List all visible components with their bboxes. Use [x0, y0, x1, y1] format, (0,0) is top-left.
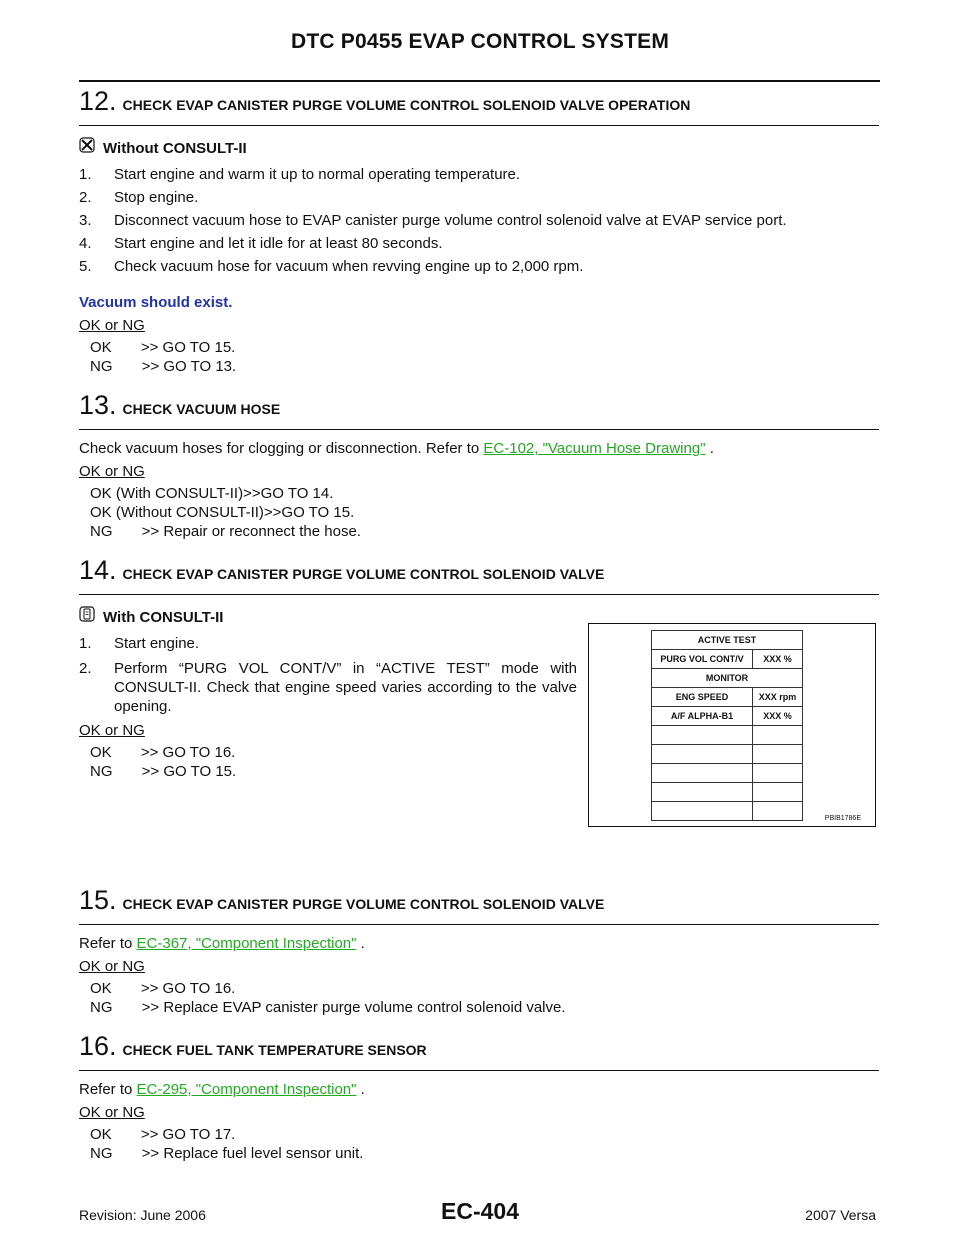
table-cell: XXX % [753, 707, 803, 726]
table-cell: XXX rpm [753, 688, 803, 707]
step-12-list [79, 163, 879, 278]
table-cell: XXX % [753, 650, 803, 669]
mode-label: Without CONSULT-II [103, 140, 247, 157]
empty-cell [753, 764, 803, 783]
step-number: 14. [79, 555, 117, 585]
result-row: OK (With CONSULT-II)>>GO TO 14. [90, 485, 334, 502]
mode-with-consult [79, 609, 577, 626]
results [79, 484, 879, 541]
step-number: 15. [79, 885, 117, 915]
empty-cell [652, 783, 753, 802]
empty-cell [753, 745, 803, 764]
footer-revision: Revision: June 2006 [79, 1207, 206, 1223]
step-13-text: Check vacuum hoses for clogging or disconnection. Refer to EC-102, "Vacuum Hose Drawing" . [79, 440, 714, 457]
table-cell: PURG VOL CONT/V [652, 650, 753, 669]
result-row: NG >> Replace fuel level sensor unit. [90, 1145, 364, 1162]
step-number: 13. [79, 390, 117, 420]
empty-cell [652, 802, 753, 821]
empty-cell [652, 745, 753, 764]
list-item: 1. Start engine. [79, 635, 200, 652]
consult-icon [79, 606, 95, 622]
result-row: OK >> GO TO 17. [90, 1126, 236, 1143]
no-consult-icon [79, 137, 95, 153]
step-16-header [79, 1031, 879, 1071]
step-14-header [79, 555, 879, 595]
ref-link-ec-295[interactable]: EC-295, "Component Inspection" [136, 1081, 357, 1098]
mode-label: With CONSULT-II [103, 609, 224, 626]
result-row: NG >> GO TO 15. [90, 763, 237, 780]
results [79, 1125, 879, 1163]
consult-active-test-figure [588, 623, 876, 827]
list-item: 2. Stop engine. [79, 189, 199, 206]
ok-or-ng-label: OK or NG [79, 317, 145, 334]
active-test-table [651, 630, 803, 821]
page-title: DTC P0455 EVAP CONTROL SYSTEM [290, 30, 670, 53]
result-row: OK >> GO TO 15. [90, 339, 236, 356]
list-item: 3. Disconnect vacuum hose to EVAP canister purge volume control solenoid valve at EVAP service port. [79, 212, 787, 229]
results [79, 338, 879, 376]
step-13-header [79, 390, 879, 430]
ref-link-ec-102[interactable]: EC-102, "Vacuum Hose Drawing" [483, 440, 706, 457]
list-item: 1. Start engine and warm it up to normal operating temperature. [79, 166, 521, 183]
step-title: CHECK VACUUM HOSE [122, 401, 281, 417]
figure-code: PBIB1786E [824, 815, 861, 822]
step-16-text: Refer to EC-295, "Component Inspection" . [79, 1081, 365, 1098]
list-item: 2. Perform “PURG VOL CONT/V” in “ACTIVE TEST” mode with CONSULT-II. Check that engine speed varies according to the valve opening. [79, 660, 577, 715]
results [79, 979, 879, 1017]
result-row: NG >> Replace EVAP canister purge volume control solenoid valve. [90, 999, 566, 1016]
list-item: 4. Start engine and let it idle for at least 80 seconds. [79, 235, 443, 252]
table-cell: MONITOR [652, 669, 803, 688]
step-14-list [79, 632, 577, 716]
step-title: CHECK EVAP CANISTER PURGE VOLUME CONTROL SOLENOID VALVE [122, 566, 605, 582]
header-rule [79, 80, 880, 82]
step-title: CHECK EVAP CANISTER PURGE VOLUME CONTROL SOLENOID VALVE [122, 896, 605, 912]
ok-or-ng-label: OK or NG [79, 463, 145, 480]
result-row: NG >> GO TO 13. [90, 358, 237, 375]
step-title: CHECK FUEL TANK TEMPERATURE SENSOR [122, 1042, 427, 1058]
step-15-text: Refer to EC-367, "Component Inspection" . [79, 935, 365, 952]
empty-cell [753, 783, 803, 802]
spec-text: Vacuum should exist. [79, 294, 233, 311]
empty-cell [753, 802, 803, 821]
step-number: 12. [79, 86, 117, 116]
result-row: OK >> GO TO 16. [90, 744, 236, 761]
step-15-header [79, 885, 879, 925]
step-number: 16. [79, 1031, 117, 1061]
step-14-left [79, 609, 577, 781]
ref-link-ec-367[interactable]: EC-367, "Component Inspection" [136, 935, 357, 952]
empty-cell [753, 726, 803, 745]
mode-without-consult [79, 140, 879, 157]
step-title: CHECK EVAP CANISTER PURGE VOLUME CONTROL SOLENOID VALVE OPERATION [122, 97, 691, 113]
empty-cell [652, 726, 753, 745]
result-row: NG >> Repair or reconnect the hose. [90, 523, 361, 540]
result-row: OK >> GO TO 16. [90, 980, 236, 997]
empty-cell [652, 764, 753, 783]
table-cell: ACTIVE TEST [652, 631, 803, 650]
table-cell: ENG SPEED [652, 688, 753, 707]
list-item: 5. Check vacuum hose for vacuum when revving engine up to 2,000 rpm. [79, 258, 584, 275]
results [79, 743, 577, 781]
ok-or-ng-label: OK or NG [79, 958, 145, 975]
ok-or-ng-label: OK or NG [79, 722, 145, 739]
step-12-header [79, 86, 879, 126]
footer-page-number: EC-404 [441, 1198, 519, 1224]
result-row: OK (Without CONSULT-II)>>GO TO 15. [90, 504, 355, 521]
footer-model: 2007 Versa [805, 1207, 876, 1223]
ok-or-ng-label: OK or NG [79, 1104, 145, 1121]
table-cell: A/F ALPHA-B1 [652, 707, 753, 726]
